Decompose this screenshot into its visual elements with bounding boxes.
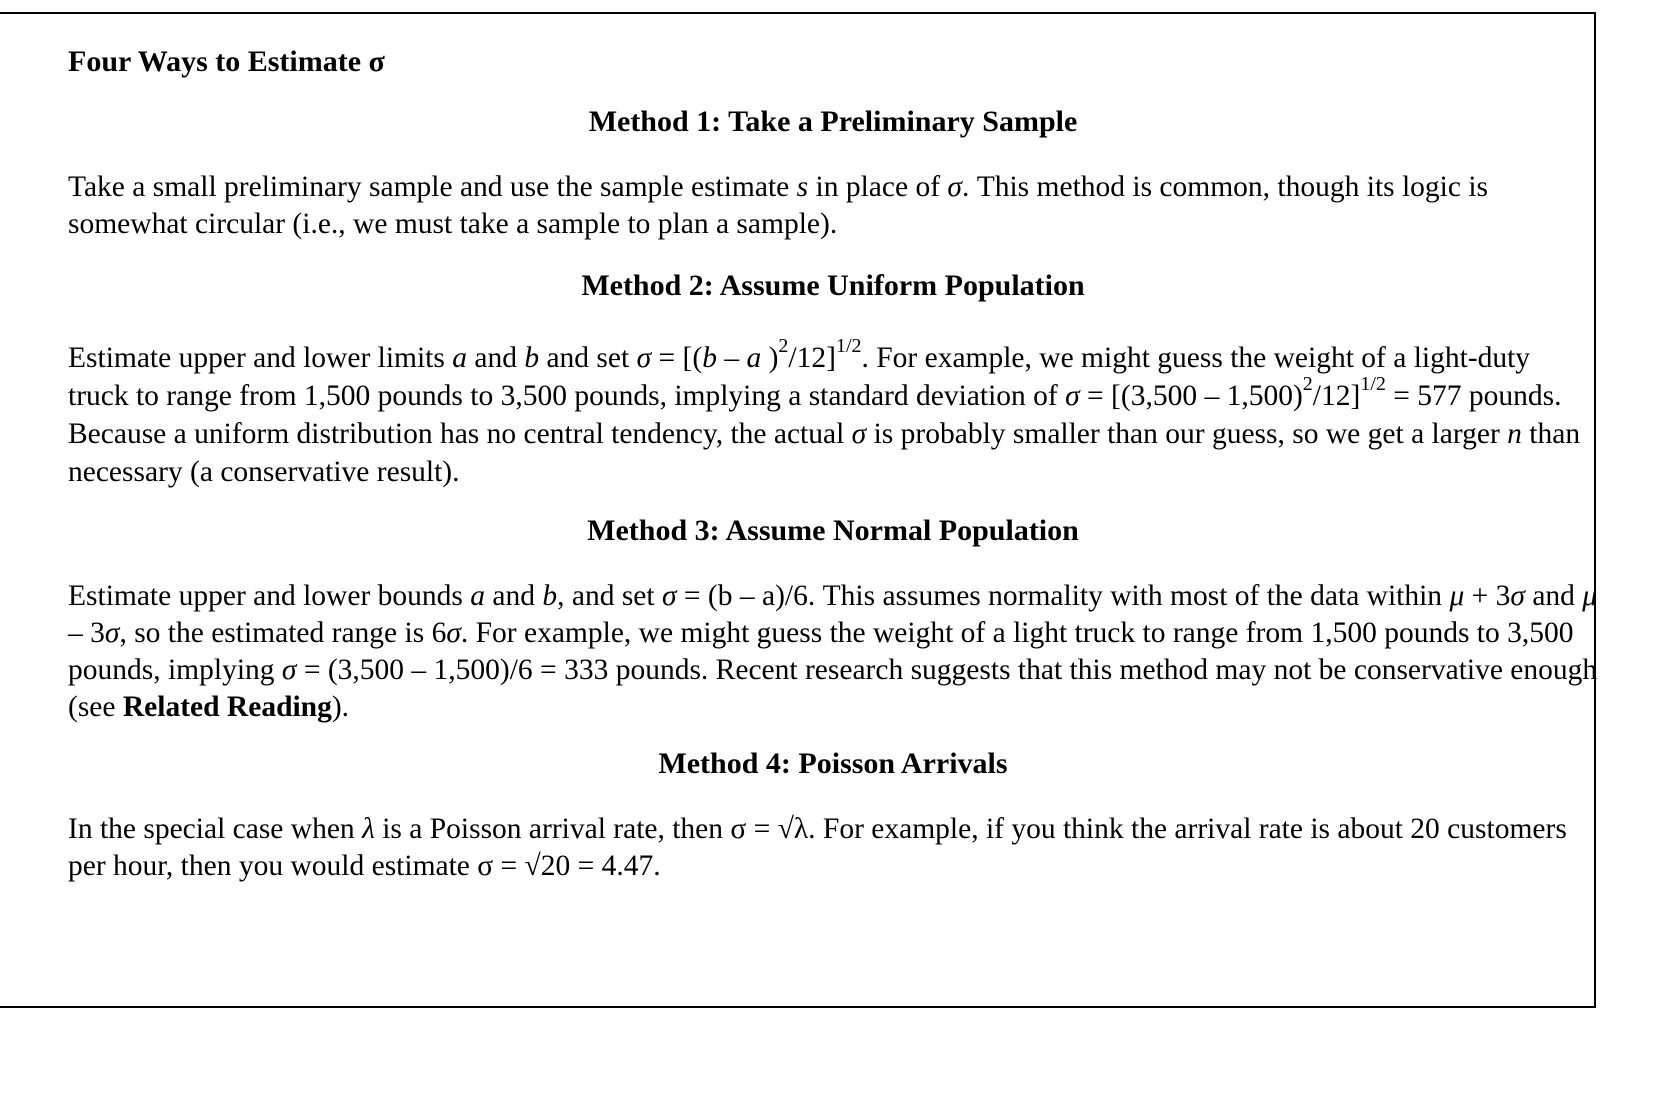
b-symbol: b (542, 580, 558, 612)
text: /12] (1312, 380, 1361, 412)
text: and set (539, 342, 637, 374)
sigma-symbol: σ (446, 617, 461, 649)
text: = (b – a)/6. This assumes normality with most of the data within (676, 580, 1450, 612)
text: = [(3,500 – 1,500) (1079, 380, 1303, 412)
text: is probably smaller than our guess, so we get a larger (866, 418, 1508, 450)
sigma-symbol: σ (661, 580, 677, 612)
text: = 577 pounds. Because a uniform distribution has no central tendency, the actual (68, 380, 1562, 450)
exponent: 2 (778, 335, 789, 358)
method-4-paragraph (68, 811, 1598, 885)
text: , so the estimated range is 6 (119, 617, 447, 649)
text: . This method is common, though its logic is somewhat circular (i.e., we must take a sample to plan a sample). (68, 171, 1489, 240)
text: Estimate upper and lower limits (68, 342, 453, 374)
s-symbol: s (796, 171, 809, 203)
text: – 3 (68, 617, 105, 649)
text: . For example, we might guess the weight of a light truck to range from 1,500 pounds to 3,500 pounds, implying (68, 617, 1574, 686)
lambda-symbol: λ (362, 813, 375, 845)
b-symbol: b (524, 342, 540, 374)
text: /12] (788, 342, 836, 374)
text: = [( (651, 342, 703, 374)
a-symbol: a (746, 342, 762, 374)
text: – (716, 342, 747, 374)
mu-symbol: μ (1582, 580, 1598, 612)
text: In the special case when (68, 813, 363, 845)
text: and (467, 342, 525, 374)
box-title (68, 44, 385, 80)
related-reading-reference: Related Reading (122, 691, 332, 723)
text: and (485, 580, 543, 612)
mu-symbol: μ (1449, 580, 1465, 612)
text: in place of (808, 171, 948, 203)
text: . For example, we might guess the weight of a light-duty truck to range from 1,500 pounds to 3,500 pounds, implying a standard deviation of (68, 342, 1531, 412)
n-symbol: n (1507, 418, 1522, 450)
text: + 3 (1464, 580, 1511, 612)
method-2-heading: Method 2: Assume Uniform Population (581, 269, 1085, 302)
method-4-heading: Method 4: Poisson Arrivals (658, 747, 1008, 780)
exponent: 1/2 (1360, 373, 1386, 396)
method-1-heading: Method 1: Take a Preliminary Sample (588, 105, 1078, 138)
text: ). (331, 691, 350, 723)
method-3-heading: Method 3: Assume Normal Population (587, 514, 1079, 547)
text: , and set (557, 580, 662, 612)
sigma-symbol: σ (1510, 580, 1525, 612)
text: ) (761, 342, 779, 374)
exponent: 1/2 (835, 335, 862, 358)
sigma-symbol: σ (1065, 380, 1080, 412)
sigma-symbol: σ (104, 617, 120, 649)
b-symbol: b (702, 342, 717, 374)
box-title-text: Four Ways to Estimate σ (68, 45, 385, 78)
method-2-paragraph (68, 335, 1598, 491)
text: Take a small preliminary sample and use the sample estimate (68, 171, 797, 203)
text: and (1524, 580, 1583, 612)
exponent: 2 (1302, 373, 1313, 396)
sigma-symbol: σ (947, 171, 962, 203)
sigma-symbol: σ (281, 654, 297, 686)
sigma-symbol: σ (636, 342, 652, 374)
text: = (3,500 – 1,500)/6 = 333 pounds. Recent research suggests that this method may not be conservative enough (see (68, 654, 1598, 723)
text: is a Poisson arrival rate, then σ = √λ. For example, if you think the arrival rate is about 20 customers per hour, then you would estimate σ = √20 = 4.47. (68, 813, 1567, 882)
a-symbol: a (470, 580, 486, 612)
text: Estimate upper and lower bounds (68, 580, 471, 612)
sigma-symbol: σ (851, 418, 867, 450)
text: than necessary (a conservative result). (68, 418, 1581, 488)
method-1-paragraph (68, 169, 1598, 243)
method-3-paragraph (68, 578, 1598, 726)
a-symbol: a (452, 342, 467, 374)
